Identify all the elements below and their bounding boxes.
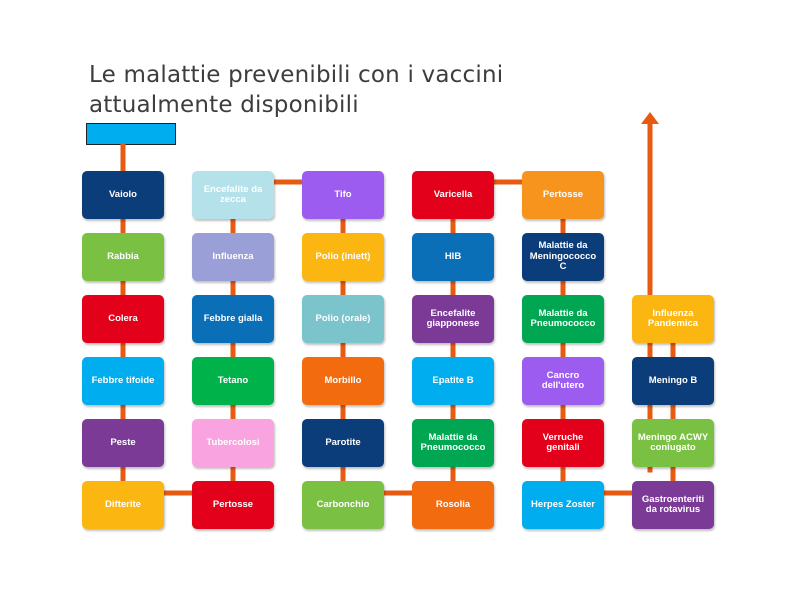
disease-box: Encefalite da zecca [192, 171, 274, 219]
disease-box: Meningo B [632, 357, 714, 405]
disease-box: Polio (iniett) [302, 233, 384, 281]
disease-box: Parotite [302, 419, 384, 467]
disease-box: Encefalite giapponese [412, 295, 494, 343]
disease-box: HIB [412, 233, 494, 281]
disease-box: Colera [82, 295, 164, 343]
disease-box: Peste [82, 419, 164, 467]
disease-box: Carbonchio [302, 481, 384, 529]
disease-box: Rabbia [82, 233, 164, 281]
disease-box: Herpes Zoster [522, 481, 604, 529]
disease-box: Malattie da Meningococco C [522, 233, 604, 281]
disease-box: Vaiolo [82, 171, 164, 219]
disease-box: Meningo ACWY coniugato [632, 419, 714, 467]
disease-box: Tifo [302, 171, 384, 219]
disease-box: Pertosse [522, 171, 604, 219]
arrow-up-icon [641, 112, 659, 124]
disease-box: Pertosse [192, 481, 274, 529]
disease-box: Difterite [82, 481, 164, 529]
disease-box: Polio (orale) [302, 295, 384, 343]
disease-box: Varicella [412, 171, 494, 219]
disease-box: Febbre tifoide [82, 357, 164, 405]
disease-box: Morbillo [302, 357, 384, 405]
disease-box: Verruche genitali [522, 419, 604, 467]
disease-box: Influenza [192, 233, 274, 281]
disease-box: Gastroenteriti da rotavirus [632, 481, 714, 529]
disease-box: Malattie da Pneumococco [522, 295, 604, 343]
title-line-1: Le malattie prevenibili con i vaccini [89, 62, 504, 88]
disease-box: Cancro dell'utero [522, 357, 604, 405]
title-line-2: attualmente disponibili [89, 92, 359, 118]
disease-box: Malattie da Pneumococco [412, 419, 494, 467]
disease-box: Influenza Pandemica [632, 295, 714, 343]
disease-box: Epatite B [412, 357, 494, 405]
disease-box: Rosolia [412, 481, 494, 529]
disease-box: Febbre gialla [192, 295, 274, 343]
disease-box: Tetano [192, 357, 274, 405]
disease-box: Tubercolosi [192, 419, 274, 467]
